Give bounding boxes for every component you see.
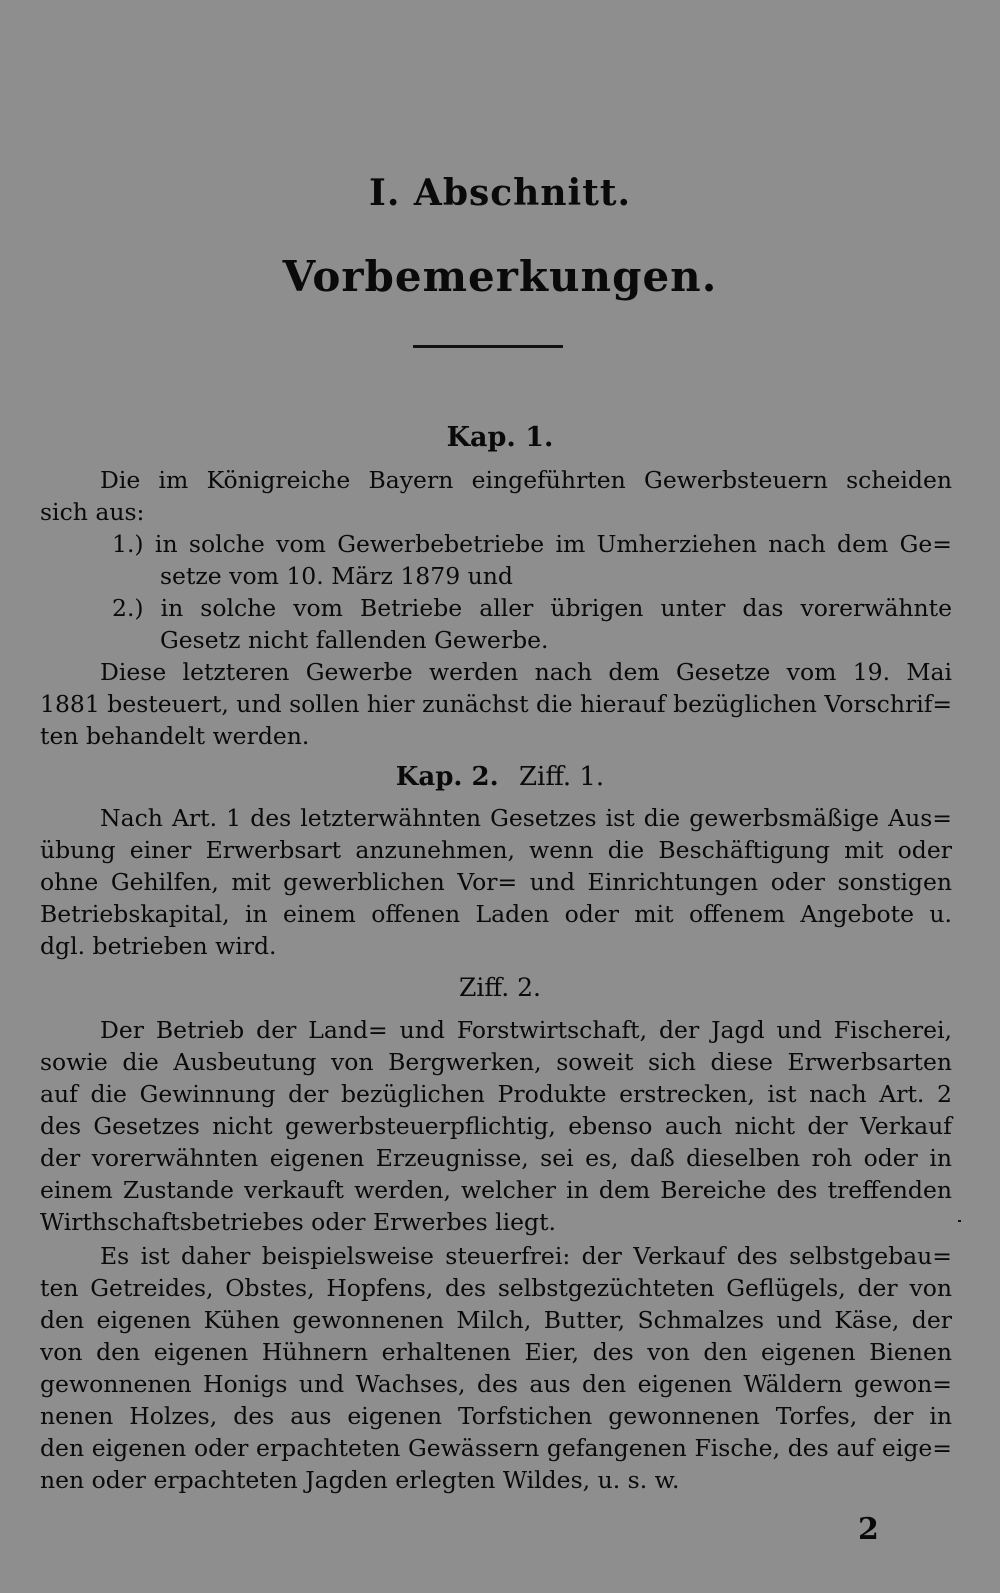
text-line: Gesetz nicht fallenden Gewerbe. (160, 626, 549, 654)
text-line: Es ist daher beispielsweise steuerfrei: der Verkauf des selbstgebau= (100, 1242, 952, 1270)
text-line: nen oder erpachteten Jagden erlegten Wildes, u. s. w. (40, 1466, 680, 1494)
text-line: auf die Gewinnung der bezüglichen Produkte erstrecken, ist nach Art. 2 (40, 1080, 952, 1108)
page-number: 2 (858, 1512, 879, 1547)
text-line: Die im Königreiche Bayern eingeführten Gewerbsteuern scheiden (100, 466, 952, 494)
text-line: dgl. betrieben wird. (40, 932, 277, 960)
chapter-2-heading: Kap. 2. (395, 762, 499, 792)
text-line: den eigenen Kühen gewonnenen Milch, Butter, Schmalzes und Käse, der (40, 1306, 952, 1334)
text-line: nenen Holzes, des aus eigenen Torfstichen gewonnenen Torfes, der in (40, 1402, 952, 1430)
chapter-1-text (40, 464, 952, 752)
text-line: sich aus: (40, 498, 145, 526)
text-line: sowie die Ausbeutung von Bergwerken, soweit sich diese Erwerbsarten (40, 1048, 952, 1076)
text-line: der vorerwähnten eigenen Erzeugnisse, sei es, daß dieselben roh oder in (40, 1144, 952, 1172)
ziff-1-label: Ziff. 1. (518, 762, 605, 792)
list-item-2: 2.) in solche vom Betriebe aller übrigen unter das vorerwähnte (112, 594, 952, 622)
text-line: den eigenen oder erpachteten Gewässern gefangenen Fische, des auf eige= (40, 1434, 952, 1462)
text-line: Betriebskapital, in einem offenen Laden oder mit offenem Angebote u. (40, 900, 952, 928)
text-line: ohne Gehilfen, mit gewerblichen Vor= und Einrichtungen oder sonstigen (40, 868, 952, 896)
text-line: Wirthschaftsbetriebes oder Erwerbes liegt. (40, 1208, 556, 1236)
chapter-2-heading-row (0, 762, 1000, 792)
text-line: Diese letzteren Gewerbe werden nach dem Gesetze vom 19. Mai (100, 658, 952, 686)
ziff-2-text (40, 1014, 952, 1238)
text-line: Nach Art. 1 des letzterwähnten Gesetzes ist die gewerbsmäßige Aus= (100, 804, 952, 832)
main-title: Vorbemerkungen. (282, 252, 718, 301)
text-line: ten Getreides, Obstes, Hopfens, des selbstgezüchteten Geflügels, der von (40, 1274, 952, 1302)
text-line: setze vom 10. März 1879 und (160, 562, 513, 590)
text-line: Der Betrieb der Land= und Forstwirtschaft, der Jagd und Fischerei, (100, 1016, 952, 1044)
text-line: gewonnenen Honigs und Wachses, des aus den eigenen Wäldern gewon= (40, 1370, 952, 1398)
text-line: 1881 besteuert, und sollen hier zunächst die hierauf bezüglichen Vorschrif= (40, 690, 953, 718)
list-item-1: 1.) in solche vom Gewerbebetriebe im Umherziehen nach dem Ge= (112, 530, 952, 558)
ziff-2-label: Ziff. 2. (459, 973, 541, 1002)
text-line: von den eigenen Hühnern erhaltenen Eier, des von den eigenen Bienen (40, 1338, 952, 1366)
text-line: einem Zustande verkauft werden, welcher in dem Bereiche des treffenden (40, 1176, 952, 1204)
example-text (40, 1240, 952, 1496)
text-line: des Gesetzes nicht gewerbsteuerpflichtig, ebenso auch nicht der Verkauf (40, 1112, 952, 1140)
text-line: ten behandelt werden. (40, 722, 310, 750)
section-title: I. Abschnitt. (368, 172, 631, 214)
title-rule (413, 345, 563, 348)
text-line: übung einer Erwerbsart anzunehmen, wenn die Beschäftigung mit oder (40, 836, 952, 864)
ziff-1-text (40, 802, 952, 962)
chapter-1-heading: Kap. 1. (446, 422, 554, 453)
print-speck (958, 1220, 961, 1222)
